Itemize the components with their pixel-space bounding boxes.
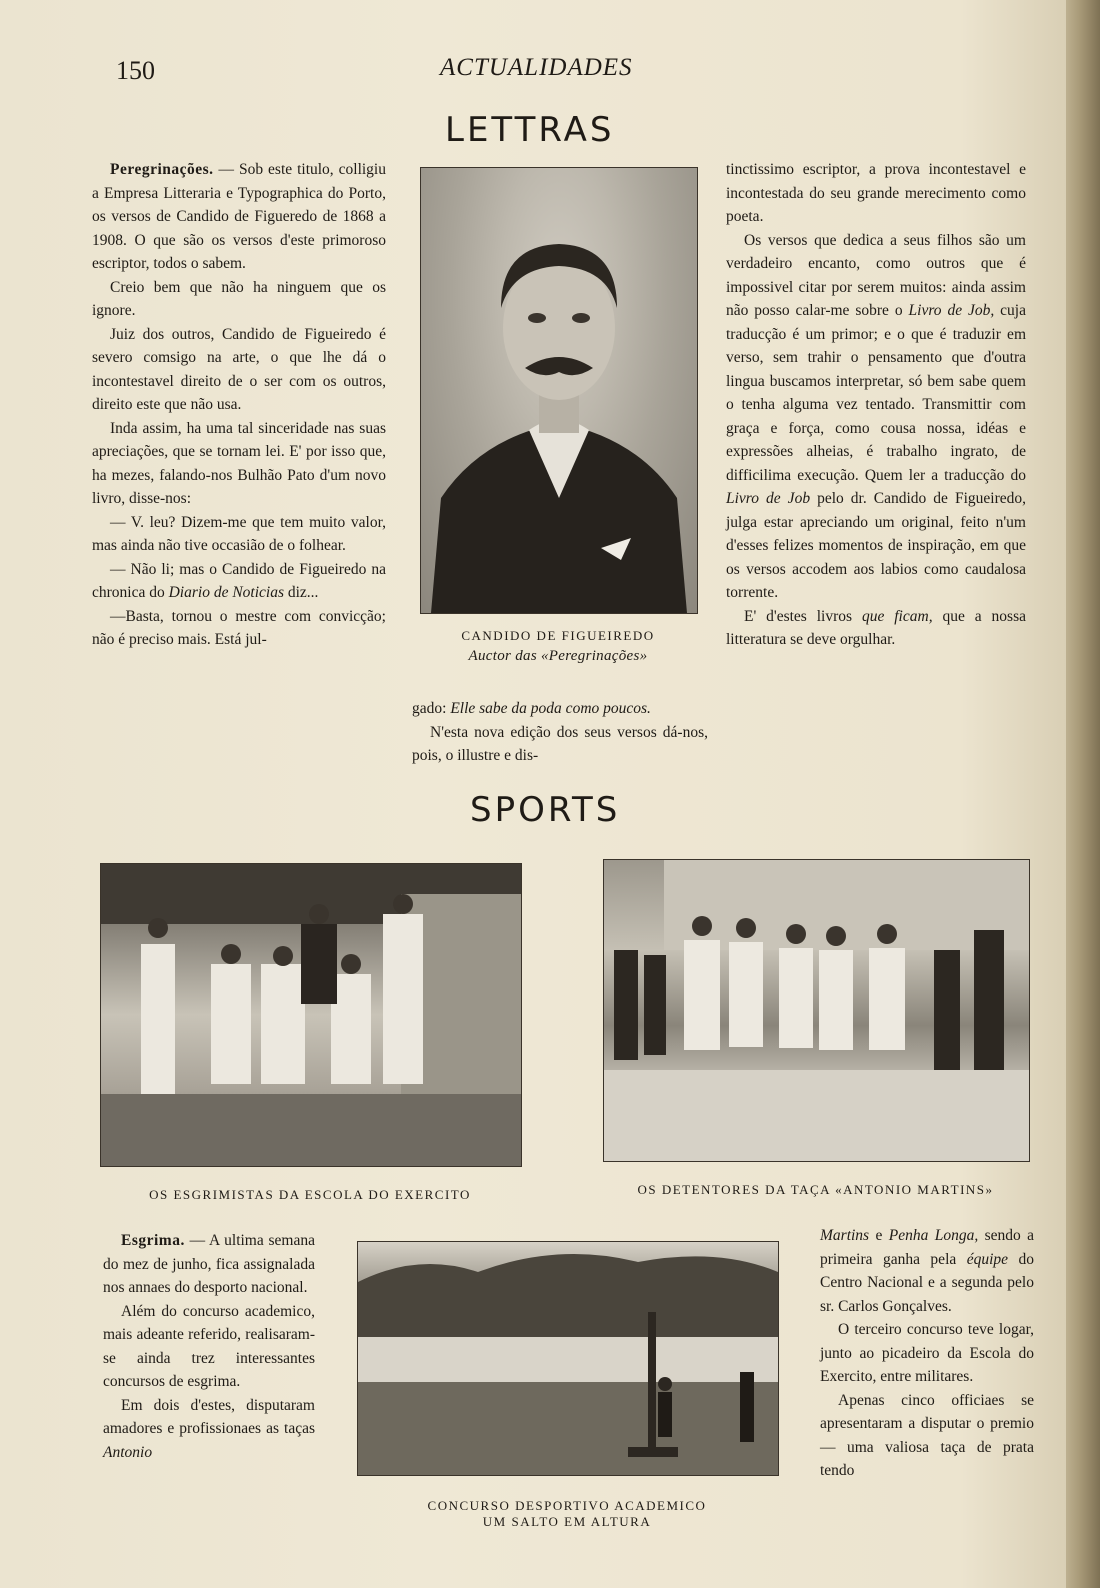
caption-subtitle: Auctor das «Peregrinações» [468,648,648,664]
fencers-group-figure [101,864,521,1166]
paragraph-text: que a nossa litteratura se deve orgulhar. [726,607,1026,648]
paragraph-text: — A ultima semana do mez de junho, fica assignalada nos annaes do desporto nacional. [103,1232,315,1296]
italic-text: Diario de Noticias [168,584,284,601]
sports-column-2 [820,1224,1034,1483]
paragraph: N'esta nova edição dos seus versos dá-nos, pois, o illustre e dis- [412,723,708,764]
paragraph [726,605,1026,652]
lettras-column-2 [412,697,708,768]
paragraph: Inda assim, ha uma tal sinceridade nas suas apreciações, que se tornam lei. E' por isso que, ha mezes, falando-nos Bulhão Pato d'um novo livro, disse-nos: [92,419,386,507]
paragraph-text: pelo dr. Candido de Figueiredo, julga estar apreciando um original, feito n'um d'esses felizes momentos de inspiração, em que os versos accodem aos labios como caudalosa torrente. [726,490,1026,601]
paragraph-text: — Não li; mas o Candido de Figueiredo na chronica do [92,560,386,601]
fencers-school-photo [100,863,522,1167]
paragraph: Juiz dos outros, Candido de Figueiredo é severo comsigo na arte, o que lhe dá o incontestavel direito de o ser com os outros, direito este que não usa. [92,325,386,413]
portrait-photo [420,167,698,614]
paragraph: — V. leu? Dizem-me que tem muito valor, mas ainda não tive occasião de o folhear. [92,513,386,554]
book-spine-edge [1066,0,1100,1588]
paragraph-text: do Centro Nacional e a segunda pelo sr. Carlos Gonçalves. [820,1250,1035,1315]
lettras-column-3 [726,158,1026,652]
lead-heading: Peregrinações. [110,161,214,178]
paragraph: Apenas cinco officiaes se apresentaram a disputar o premio — uma valiosa taça de prata tendo [820,1391,1034,1479]
paragraph-text: sendo a primeira ganha pela [820,1227,1034,1268]
cup-holders-photo [603,859,1030,1162]
portrait-caption [420,628,696,665]
section-title-sports: SPORTS [470,790,621,830]
paragraph [103,1229,315,1300]
cup-holders-caption: OS DETENTORES DA TAÇA «ANTONIO MARTINS» [637,1182,994,1197]
lettras-column-1 [92,158,386,652]
italic-text: Antonio [103,1443,153,1461]
high-jump-figure [358,1242,778,1475]
paragraph [92,158,386,276]
paragraph [820,1224,1034,1318]
cup-holders-figure [604,860,1029,1161]
paragraph [92,558,386,605]
caption-line-1: CONCURSO DESPORTIVO ACADEMICO [427,1498,707,1513]
page-number: 150 [116,56,155,85]
paragraph-text: gado: [412,700,451,717]
caption-name: CANDIDO DE FIGUEIREDO [461,628,655,643]
italic-text: Penha Longa, [888,1227,979,1244]
sports-column-1 [103,1229,315,1464]
paragraph [103,1394,315,1465]
paragraph [726,229,1026,605]
italic-text: Martins [820,1227,870,1244]
paragraph-text: Os versos que dedica a seus filhos são um verdadeiro encanto, como outros que é impossivel citar por serem muitos: ainda assim não posso calar-me sobre o [726,231,1026,319]
paragraph: O terceiro concurso teve logar, junto ao picadeiro da Escola do Exercito, entre militares. [820,1321,1034,1385]
running-head: ACTUALIDADES [440,54,633,81]
section-title-lettras: LETTRAS [445,110,615,150]
caption-line-2: UM SALTO EM ALTURA [482,1514,652,1529]
paragraph: Creio bem que não ha ninguem que os ignore. [92,278,386,319]
italic-text: Livro de Job, [908,302,995,319]
italic-text: que ficam, [861,607,933,625]
paragraph-text: e [869,1227,889,1244]
high-jump-caption [357,1498,777,1530]
paragraph-text: Em dois d'estes, disputaram amadores e profissionaes as taças [103,1396,315,1437]
paragraph: tinctissimo escriptor, a prova incontestavel e incontestada do seu grande merecimento como poeta. [726,161,1026,225]
fencers-school-caption: OS ESGRIMISTAS DA ESCOLA DO EXERCITO [149,1187,471,1202]
portrait-figure [421,168,697,613]
italic-text: Livro de Job [726,490,811,507]
paragraph-text: diz... [284,584,319,601]
high-jump-photo [357,1241,779,1476]
paragraph-text: E' d'estes livros [744,607,862,625]
paragraph-text: — Sob este titulo, colligiu a Empresa Litteraria e Typographica do Porto, os versos de Candido de Figueredo de 1868 a 1908. O que são os versos d'este primoroso escriptor, todos o sabem. [92,161,386,272]
italic-text: équipe [966,1250,1009,1268]
paragraph-text: cuja traducção é um primor; e o que é traduzir em verso, sem trahir o pensamento que d'outra lingua buscamos interpretar, só bem sabe quem o tenha alguma vez tentado. Transmittir com graça e força, como cousa nossa, idéas e expressões alheias, é trabalho ingrato, de difficilima execução. Quem ler a traducção do [726,302,1026,484]
paragraph: —Basta, tornou o mestre com convicção; não é preciso mais. Está jul- [92,607,386,648]
paragraph: Além do concurso academico, mais adeante referido, realisaram-se ainda trez interessantes concursos de esgrima. [103,1302,315,1390]
italic-text: Elle sabe da poda como poucos. [450,700,651,717]
paragraph [412,697,708,721]
lead-heading: Esgrima. [121,1232,185,1249]
